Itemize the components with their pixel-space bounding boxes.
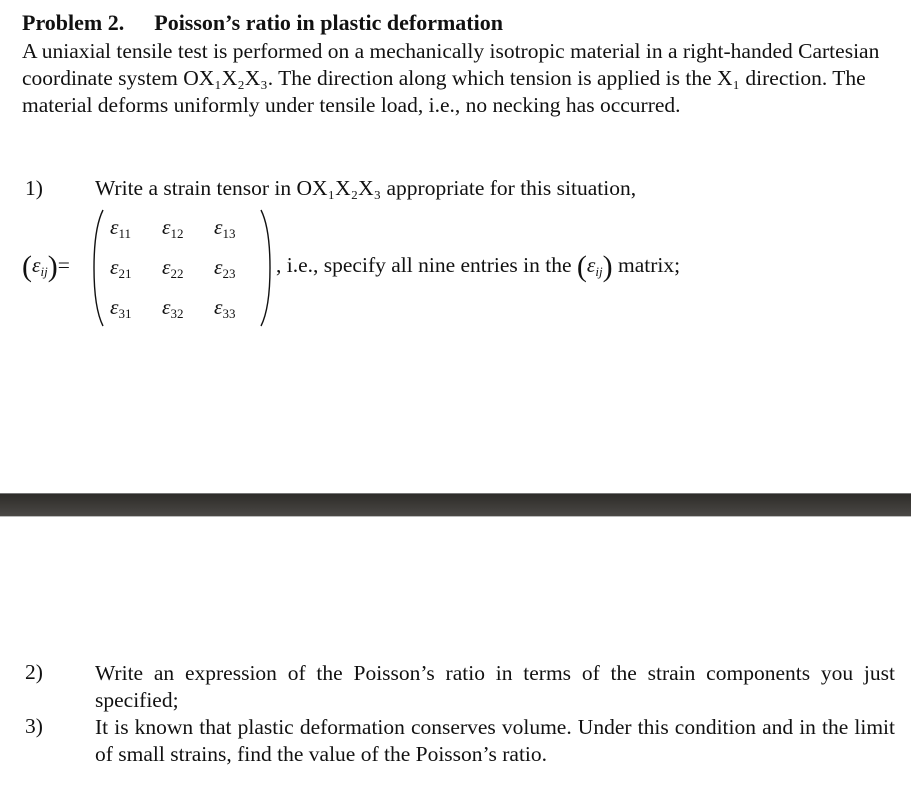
lhs: $(\varepsilon_{ij})=$ [22, 250, 70, 283]
matrix-entry: $\varepsilon_{33}$ [214, 295, 236, 321]
matrix-right-bracket [258, 208, 272, 328]
question-text-1: Write a strain tensor in OX₁X₂X₃ appropriate for this situation, [95, 176, 637, 200]
matrix-trailing-text: , i.e., specify all nine entries in the $(\varepsilon_{ij})$ matrix; [276, 250, 681, 283]
question-text-3: It is known that plastic deformation conserves volume. Under this condition and in the limit of small strains, find the value of the Poisson’s ratio. [95, 715, 895, 766]
matrix-entry: $\varepsilon_{22}$ [162, 255, 184, 281]
matrix-entry: $\varepsilon_{11}$ [110, 215, 132, 241]
page-divider-bar [0, 493, 911, 517]
matrix-entry: $\varepsilon_{12}$ [162, 215, 184, 241]
question-text-2: Write an expression of the Poisson’s ratio in terms of the strain components you just specified; [95, 661, 895, 712]
problem-title: Poisson’s ratio in plastic deformation [154, 10, 503, 35]
question-number-3: 3) [25, 714, 43, 738]
matrix-left-bracket [92, 208, 106, 328]
question-number-2: 2) [25, 660, 43, 684]
matrix-entry: $\varepsilon_{21}$ [110, 255, 132, 281]
matrix-entry: $\varepsilon_{31}$ [110, 295, 132, 321]
matrix-entry: $\varepsilon_{23}$ [214, 255, 236, 281]
problem-number: Problem 2. [22, 10, 125, 35]
strain-matrix-equation [22, 208, 902, 328]
matrix-entry: $\varepsilon_{32}$ [162, 295, 184, 321]
matrix-entry: $\varepsilon_{13}$ [214, 215, 236, 241]
question-number-1: 1) [25, 176, 43, 200]
intro-paragraph: A uniaxial tensile test is performed on a mechanically isotropic material in a right-handed Cartesian coordinate system OX₁X₂X₃. The direction along which tension is applied is the X₁ direction. The material deforms uniformly under tensile load, i.e., no necking has occurred. [22, 39, 880, 117]
problem-heading [22, 10, 503, 36]
